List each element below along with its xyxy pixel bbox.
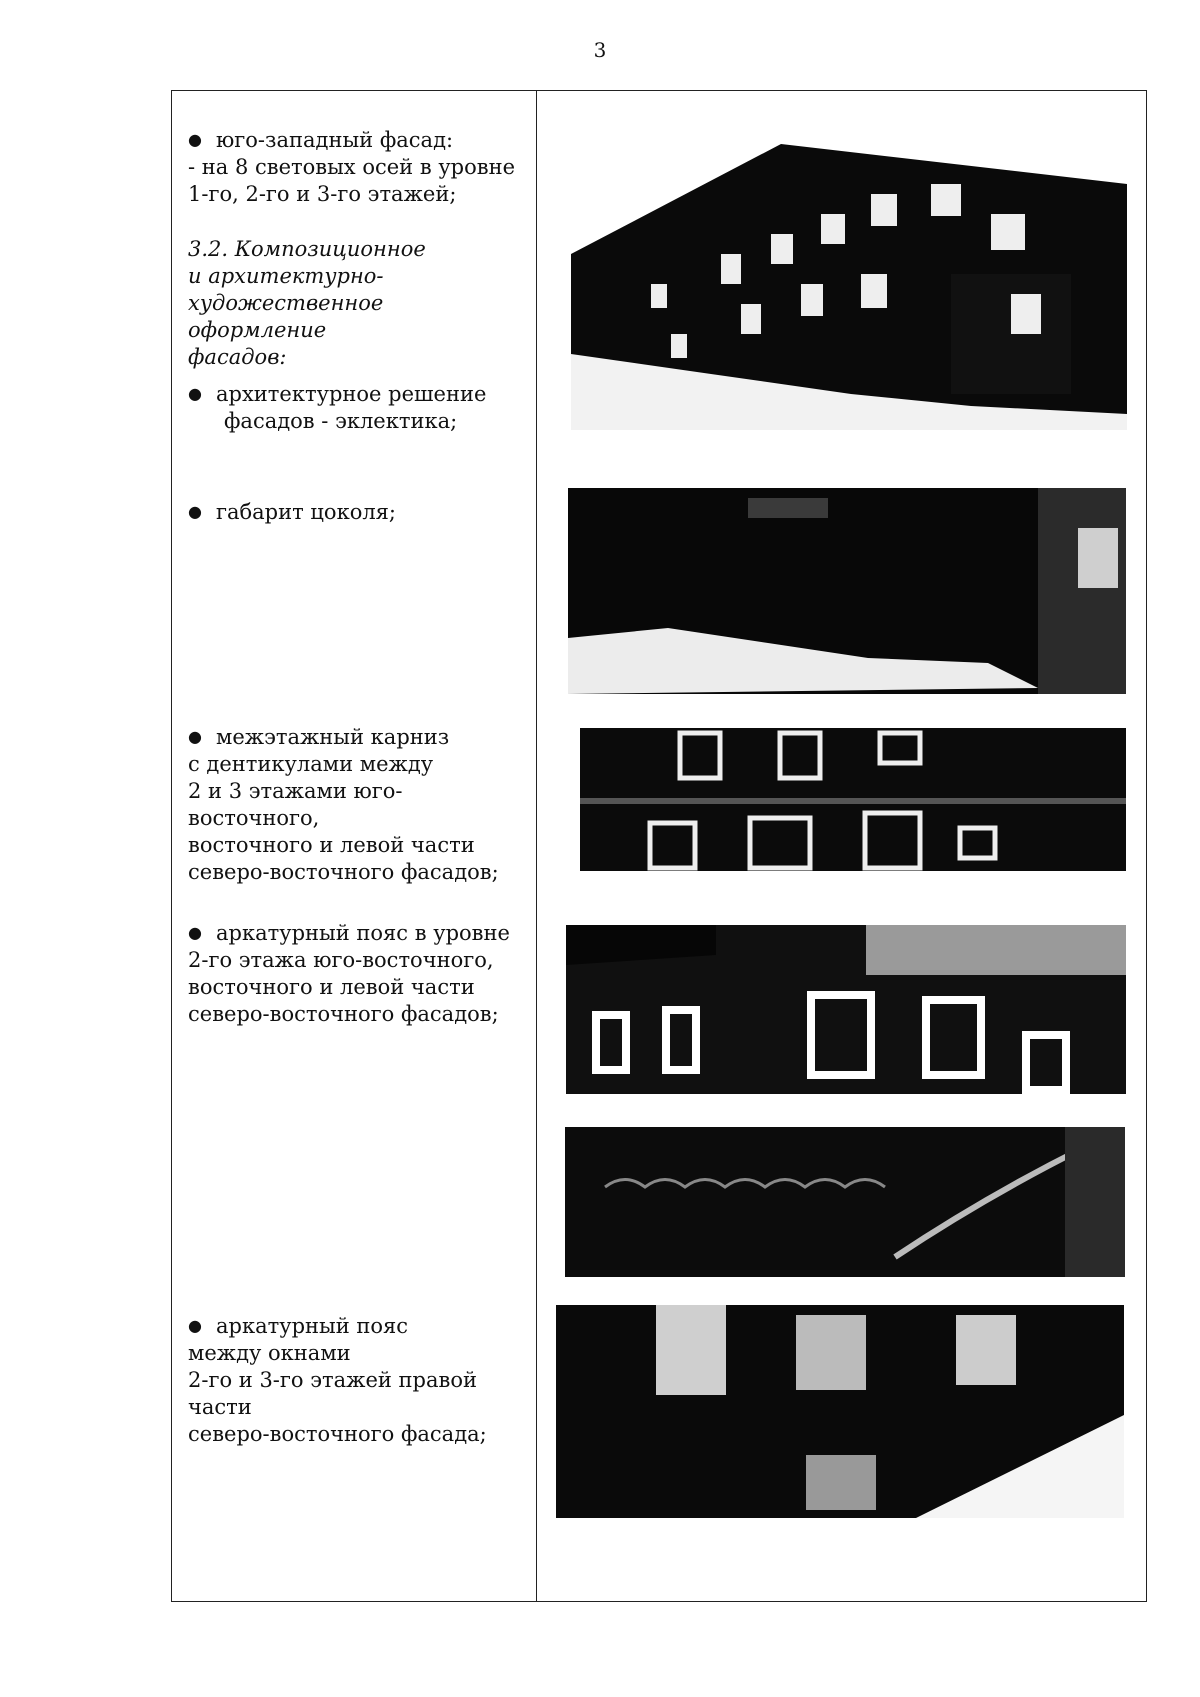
arcature-between-line1: аркатурный пояс xyxy=(216,1314,409,1338)
arcature-between-line3: 2-го и 3-го этажей правой части xyxy=(188,1368,477,1419)
sw-facade-line2: 1-го, 2-го и 3-го этажей; xyxy=(188,182,457,206)
arcature-belt-line3: восточного и левой части xyxy=(188,975,475,999)
sw-facade-item xyxy=(188,126,528,208)
plinth-line1: габарит цоколя; xyxy=(216,500,396,524)
bullet-icon: ● xyxy=(188,130,202,149)
arcature-detail-photo xyxy=(565,1127,1125,1277)
cornice-line2: с дентикулами между xyxy=(188,752,434,776)
bullet-icon: ● xyxy=(188,727,202,746)
arcature-belt-line1: аркатурный пояс в уровне xyxy=(216,921,510,945)
arcature-between-line2: между окнами xyxy=(188,1341,351,1365)
cornice-item xyxy=(188,723,528,886)
building-facade-photo xyxy=(571,124,1127,430)
section-3-2-heading xyxy=(188,236,528,371)
arcature-belt-line2: 2-го этажа юго-восточного, xyxy=(188,948,494,972)
section-line4: фасадов: xyxy=(188,345,287,369)
arch-solution-item xyxy=(188,380,528,435)
sw-facade-line1: - на 8 световых осей в уровне xyxy=(188,155,516,179)
arcature-belt-line4: северо-восточного фасадов; xyxy=(188,1002,499,1026)
arcature-between-item xyxy=(188,1312,528,1448)
bullet-icon: ● xyxy=(188,384,202,403)
column-divider xyxy=(536,90,537,1602)
section-line3: художественное оформление xyxy=(188,291,384,342)
page-number: 3 xyxy=(593,38,607,62)
cornice-line5: северо-восточного фасадов; xyxy=(188,860,499,884)
plinth-photo xyxy=(568,488,1126,694)
cornice-photo xyxy=(580,728,1126,871)
arcature-belt-item xyxy=(188,919,528,1028)
arch-solution-line2: фасадов - эклектика; xyxy=(224,409,458,433)
cornice-line1: межэтажный карниз xyxy=(216,725,450,749)
plinth-item xyxy=(188,498,528,526)
bullet-icon: ● xyxy=(188,923,202,942)
section-line2: и архитектурно- xyxy=(188,264,384,288)
arcature-belt-photo xyxy=(566,925,1126,1094)
bullet-icon: ● xyxy=(188,1316,202,1335)
cornice-line3: 2 и 3 этажами юго-восточного, xyxy=(188,779,403,830)
arcature-right-part-photo xyxy=(556,1305,1124,1518)
bullet-icon: ● xyxy=(188,502,202,521)
arch-solution-line1: архитектурное решение xyxy=(216,382,487,406)
section-line1: Композиционное xyxy=(234,237,426,261)
cornice-line4: восточного и левой части xyxy=(188,833,475,857)
arcature-between-line4: северо-восточного фасада; xyxy=(188,1422,487,1446)
sw-facade-title: юго-западный фасад: xyxy=(216,128,454,152)
section-number: 3.2. xyxy=(188,237,229,261)
